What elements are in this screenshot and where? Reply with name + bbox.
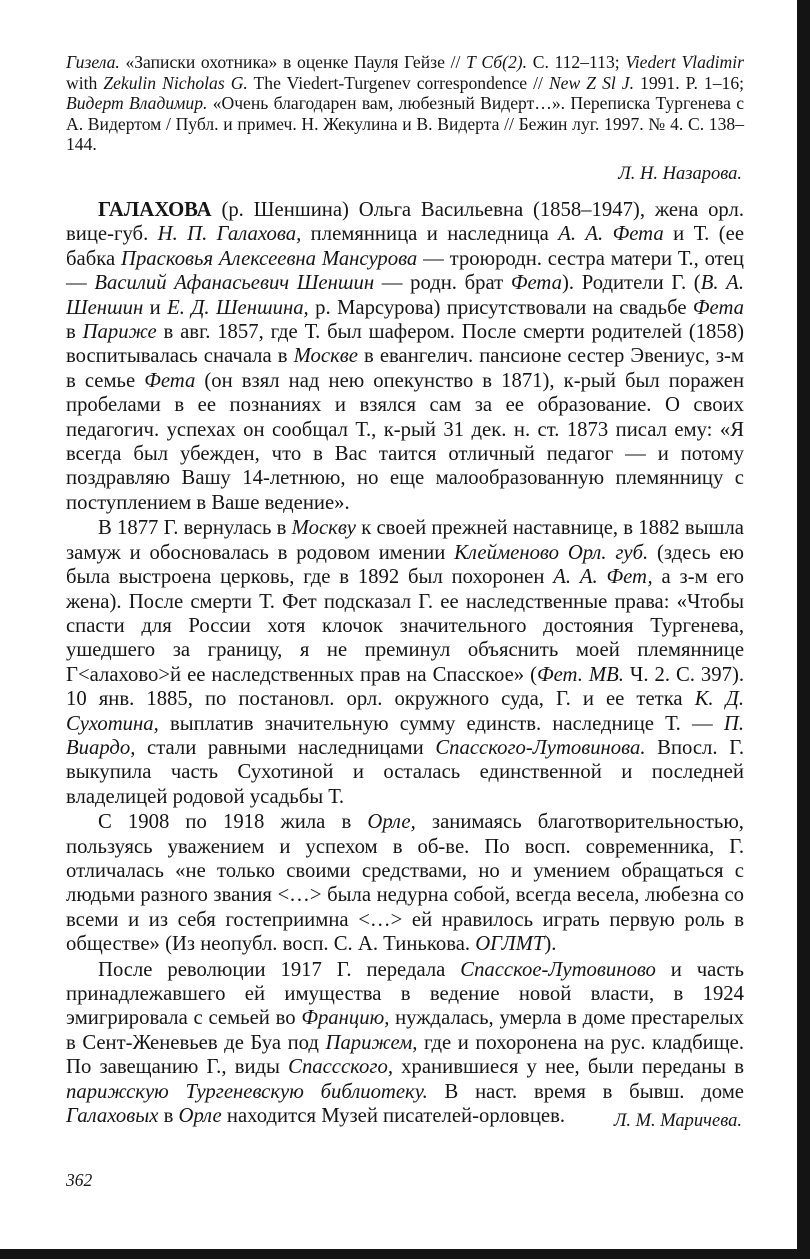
ref-source: Т Сб(2).	[466, 52, 528, 72]
cross-reference: Фета	[144, 369, 196, 392]
text-run: (здесь ею была выстроена церковь, где в 1892 был похоронен	[66, 541, 744, 589]
cross-reference: Москву	[291, 517, 356, 540]
cross-reference: Фет. МВ.	[536, 663, 624, 686]
cross-reference: А. А. Фет,	[553, 566, 653, 589]
text-run: стали равными наследницами	[135, 736, 436, 759]
cross-reference: Н. П. Галахова,	[157, 223, 302, 246]
text-run: племянница и наследница	[301, 223, 559, 246]
text-run: и Т. (ее бабка	[66, 223, 744, 270]
cross-reference: парижскую Тургеневскую библиотеку.	[66, 1080, 428, 1103]
cross-reference: Фета	[692, 296, 744, 319]
ref-source: New Z Sl J.	[548, 72, 634, 93]
page-number: 362	[66, 1170, 93, 1190]
cross-reference: Спасского-Лутовинова.	[435, 736, 646, 759]
author-signature: Л. М. Маричева.	[613, 1111, 742, 1131]
cross-reference: П. Виардо,	[66, 712, 744, 759]
cross-reference: Спасское-Лутовиново	[460, 958, 656, 981]
ref-text: with	[66, 72, 104, 93]
text-run: В наст. время в бывш. доме	[427, 1080, 744, 1103]
article-paragraph	[66, 958, 744, 1129]
text-run: выплатив значительную сумму единств. наследнице Т. —	[158, 712, 724, 735]
text-run: ).	[544, 933, 557, 956]
cross-reference: Галаховых	[66, 1105, 159, 1128]
text-run: С 1908 по 1918 жила в	[98, 811, 368, 834]
text-run: где и похоронена на рус. кладбище. По завещанию Г., виды	[66, 1031, 744, 1079]
text-run: (р. Шеншина) Ольга Васильевна (1858–1947), жена орл. вице-губ.	[66, 199, 744, 246]
article-paragraph	[66, 516, 744, 809]
text-run: а з-м его жена). После смерти Т. Фет подсказал Г. ее наследственные права: «Чтобы спасти для России хотя клочок значительного достояния Тургенева, ушедшего за границу, я не преминул объяснить моей племяннице Г<алахово>й ее наследственных прав на Спасское» (	[66, 566, 744, 686]
cross-reference: Парижем,	[325, 1031, 418, 1054]
cross-reference: ОГЛМТ	[475, 933, 545, 956]
text-run: в	[66, 321, 83, 344]
text-run: и	[143, 296, 168, 319]
ref-text: «Записки охотника» в оценке Пауля Гейзе //	[119, 52, 466, 72]
text-run: занимаясь благотворительностью, пользуясь уважением и успехом в об-ве. По восп. современника, Г. отличалась «не только своими средствами, но и умением обращаться с людьми разного звания <…> была недурна собой, всегда весела, любезна со всеми и из себя гостеприимна <…> ей нравилось играть первую роль в обществе» (Из неопубл. восп. С. А. Тинькова.	[66, 811, 744, 956]
cross-reference: Орле,	[367, 811, 416, 834]
ref-author: Viedert Vladimir	[625, 52, 744, 72]
text-run: р. Марсурова) присутствовали на свадьбе	[308, 296, 693, 319]
cross-reference: Фета	[510, 272, 562, 295]
article-headword: ГАЛАХОВА	[98, 199, 212, 221]
cross-reference: Париже	[82, 321, 157, 344]
text-run: Ч. 2. С. 397). 10 янв. 1885, по постановл. орл. окружного суда, Г. и ее тетка	[66, 663, 745, 711]
text-run: После революции 1917 Г. передала	[98, 958, 461, 981]
ref-author: Видерт Владимир.	[66, 93, 208, 113]
cross-reference: Василий Афанасьевич Шеншин	[94, 272, 375, 295]
cross-reference: Е. Д. Шеншина,	[167, 296, 309, 319]
text-run: ). Родители Г. (	[561, 272, 701, 295]
text-run: (он взял над нею опекунство в 1871), к-рый был поражен пробелами в ее познаниях и взялся сам за ее образование. О своих педагогич. успехах он сообщал Т., к-рый 31 дек. н. ст. 1873 писал ему: «Я всегда был убежден, что в Вас таится отличный педагог — и потому поздравляю Вашу 14-летнюю, но еще малообразованную племянницу с поступлением в Ваше ведение».	[66, 369, 745, 514]
scan-edge-bottom	[0, 1249, 810, 1259]
text-run: нуждалась, умерла в доме престарелых в Сент-Женевьев де Буа под	[66, 1007, 744, 1054]
text-run: к своей прежней наставнице, в 1882 вышла замуж и обосновалась в родовом имении	[66, 517, 744, 564]
article-paragraph	[66, 810, 744, 956]
cross-reference: Орле	[178, 1105, 222, 1128]
ref-text: The Viedert-Turgenev correspondence //	[247, 72, 549, 93]
author-signature: Л. Н. Назарова.	[618, 164, 742, 184]
text-run: Впосл. Г. выкупила часть Сухотиной и осталась единственной и последней владелицей родовой усадьбы Т.	[66, 736, 744, 808]
cross-reference: А. А. Фета	[558, 223, 664, 246]
cross-reference: Прасковья Алексеевна Мансурова	[121, 247, 418, 270]
ref-text: 1991. P. 1–16;	[634, 72, 744, 93]
text-run: — троюродн. сестра матери Т., отец —	[66, 247, 744, 295]
scan-edge-right	[797, 0, 810, 1259]
text-run: хранившиеся у нее, были переданы в	[393, 1056, 744, 1079]
article-paragraph	[66, 198, 744, 515]
cross-reference: В. А. Шеншин	[66, 272, 744, 319]
encyclopedia-article	[66, 198, 744, 1128]
text-run: находится Музей писателей-орловцев.	[221, 1105, 566, 1128]
bibliography-references	[66, 52, 744, 155]
cross-reference: Спассского,	[288, 1056, 393, 1079]
cross-reference: Москве	[293, 345, 358, 368]
ref-author: Гизела.	[66, 52, 120, 72]
ref-author: Zekulin Nicholas G.	[103, 72, 248, 93]
text-run: — родн. брат	[374, 272, 511, 295]
text-run: в евангелич. пансионе сестер Эвениус, з-м в семье	[66, 345, 744, 392]
text-run: в авг. 1857, где Т. был шафером. После смерти родителей (1858) воспитывалась сначала в	[66, 321, 744, 368]
cross-reference: Францию,	[301, 1007, 390, 1030]
ref-text: С. 112–113;	[527, 52, 626, 72]
text-run: В 1877 Г. вернулась в	[98, 517, 292, 540]
cross-reference: Клейменово Орл. губ.	[454, 541, 649, 564]
text-run: и часть принадлежавшего ей имущества в ведение новой власти, в 1924 эмигрировала с семьей во	[66, 958, 744, 1030]
ref-text: «Очень благодарен вам, любезный Видерт…». Переписка Тургенева с А. Видертом / Публ. и примеч. Н. Жекулина и В. Видерта // Бежин луг. 1997. № 4. С. 138–144.	[66, 93, 744, 154]
text-run: в	[158, 1105, 179, 1128]
cross-reference: К. Д. Сухотина,	[66, 688, 744, 735]
